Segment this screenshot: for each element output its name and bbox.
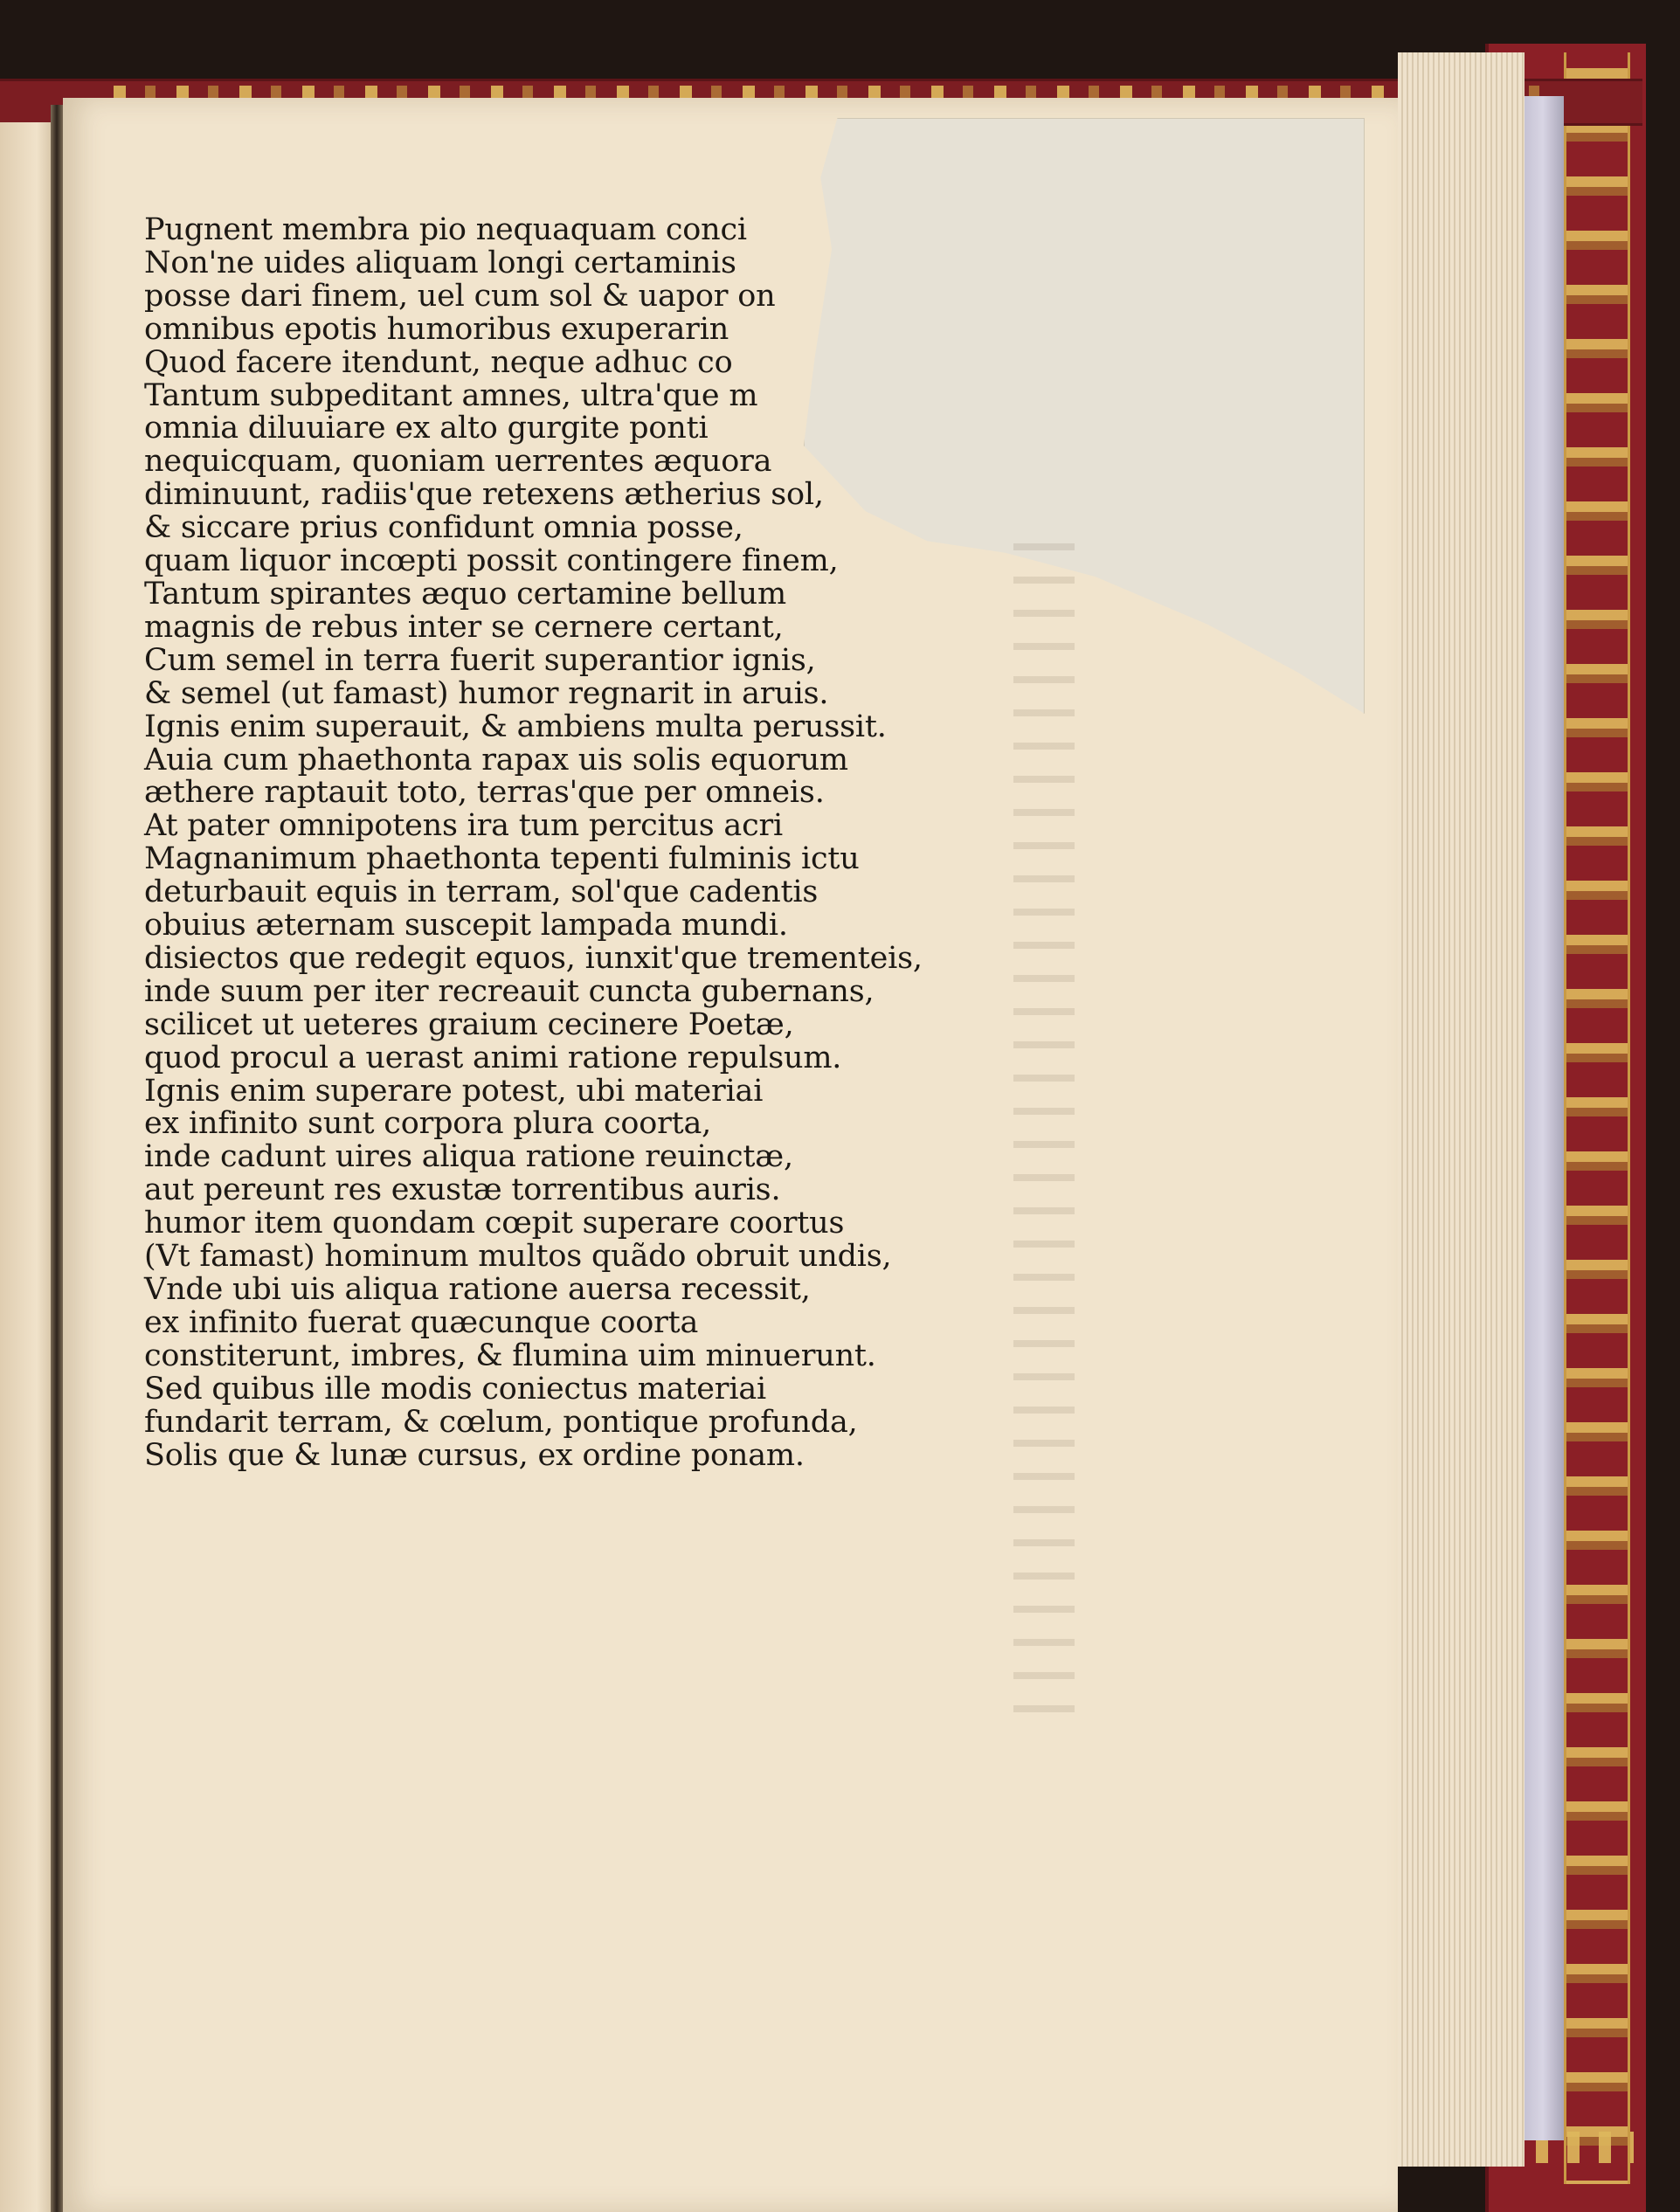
- text-line: omnibus epotis humoribus exuperarin: [144, 311, 729, 347]
- text-line: omnia diluuiare ex alto gurgite ponti: [144, 411, 709, 446]
- text-line: humor item quondam cœpit superare coortus: [144, 1206, 845, 1241]
- text-line: ex infinito sunt corpora plura coorta,: [144, 1106, 712, 1142]
- text-line: diminuunt, radiis'que retexens ætherius sol,: [144, 477, 824, 513]
- text-line: Auia cum phaethonta rapax uis solis equorum: [144, 742, 848, 778]
- text-line: Solis que & lunæ cursus, ex ordine ponam.: [144, 1437, 805, 1473]
- text-line: nequicquam, quoniam uerrentes æquora: [144, 444, 772, 480]
- page-edges: [1398, 52, 1524, 2167]
- text-line: & siccare prius confidunt omnia posse,: [144, 510, 743, 546]
- text-line: deturbauit equis in terram, sol'que cadentis: [144, 874, 819, 910]
- book-gutter: [51, 105, 63, 2212]
- text-line: Ignis enim superauit, & ambiens multa perussit.: [144, 709, 887, 744]
- text-line: & semel (ut famast) humor regnarit in aruis.: [144, 675, 829, 711]
- text-line: inde suum per iter recreauit cuncta gubernans,: [144, 973, 875, 1009]
- text-line: magnis de rebus inter se cernere certant,: [144, 609, 784, 645]
- gilt-border-right: [1564, 52, 1630, 2184]
- text-line: æthere raptauit toto, terras'que per omneis.: [144, 775, 825, 811]
- text-line: Magnanimum phaethonta tepenti fulminis ictu: [144, 841, 860, 877]
- text-line: ex infinito fuerat quæcunque coorta: [144, 1304, 699, 1340]
- poem-text-block: [144, 214, 1088, 1472]
- text-line: Sed quibus ille modis coniectus materiai: [144, 1371, 766, 1407]
- text-line: Ignis enim superare potest, ubi materiai: [144, 1073, 764, 1109]
- text-line: disiectos que redegit equos, iunxit'que trementeis,: [144, 940, 923, 976]
- text-line: constiterunt, imbres, & flumina uim minuerunt.: [144, 1338, 876, 1373]
- text-line: At pater omnipotens ira tum percitus acri: [144, 808, 784, 844]
- text-line: Vnde ubi uis aliqua ratione auersa recessit,: [144, 1272, 811, 1307]
- text-line: inde cadunt uires aliqua ratione reuinctæ,: [144, 1139, 793, 1175]
- text-line: (Vt famast) hominum multos quãdo obruit undis,: [144, 1239, 892, 1275]
- text-line: fundarit terram, & cœlum, pontique profunda,: [144, 1404, 858, 1440]
- text-line: Cum semel in terra fuerit superantior ignis,: [144, 642, 816, 678]
- text-line: Non'ne uides aliquam longi certaminis: [144, 245, 736, 280]
- text-line: Quod facere itendunt, neque adhuc co: [144, 344, 733, 380]
- text-line: Tantum subpeditant amnes, ultra'que m: [144, 377, 758, 413]
- text-line: Pugnent membra pio nequaquam conci: [144, 212, 747, 247]
- text-line: scilicet ut ueteres graium cecinere Poetæ,: [144, 1006, 794, 1042]
- text-line: quod procul a uerast animi ratione repulsum.: [144, 1040, 842, 1075]
- text-line: posse dari finem, uel cum sol & uapor on: [144, 278, 776, 314]
- text-line: quam liquor incœpti possit contingere finem,: [144, 543, 839, 579]
- text-line: obuius æternam suscepit lampada mundi.: [144, 908, 788, 944]
- text-line: Tantum spirantes æquo certamine bellum: [144, 576, 786, 612]
- text-line: aut pereunt res exustæ torrentibus auris.: [144, 1172, 781, 1208]
